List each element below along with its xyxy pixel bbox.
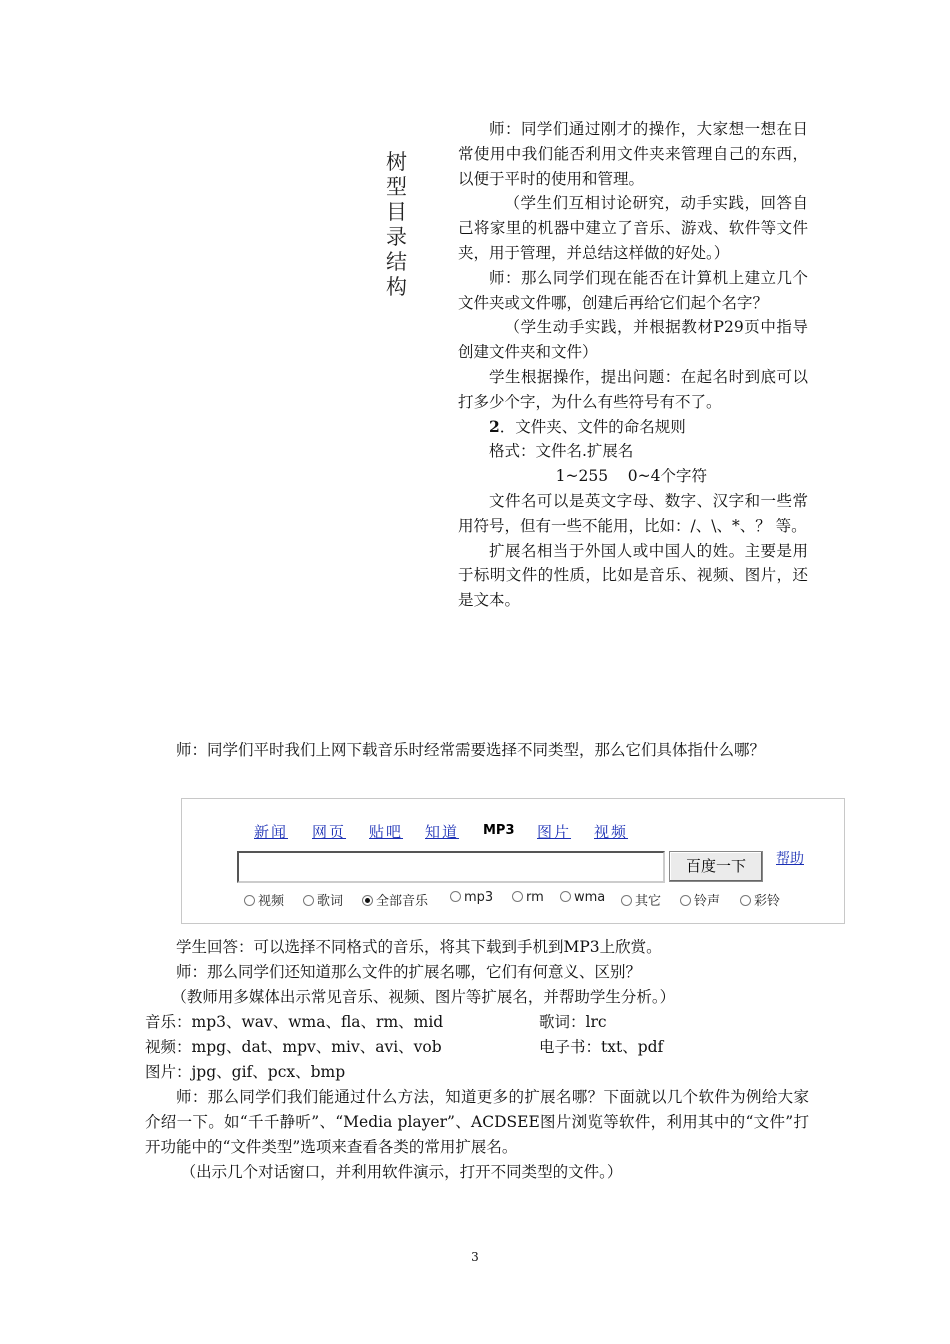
paragraph-student-answer: 学生回答：可以选择不同格式的音乐，将其下载到手机到MP3上欣赏。	[176, 938, 662, 956]
side-heading: 树型目录结构	[386, 150, 407, 299]
radio-circle-icon	[450, 891, 461, 902]
ext-video: 视频：mpg、dat、mpv、miv、avi、vob	[145, 1038, 442, 1056]
section-heading-naming-rules	[458, 415, 808, 440]
radio-circle-icon	[244, 895, 255, 906]
help-link[interactable]: 帮助	[776, 851, 804, 867]
radio-label: 铃声	[694, 894, 721, 909]
radio-other[interactable]	[621, 890, 661, 909]
paragraph-more-extensions: 师：那么同学们我们能通过什么方法，知道更多的扩展名哪？下面就以几个软件为例给大家介绍一下。如“千千静听”、“Media player”、ACDSEE图片浏览等软件，利用其中的“文件”打开功能中的“文件类型”选项来查看各类的常用扩展名。	[145, 1088, 809, 1156]
radio-label: 全部音乐	[376, 894, 429, 909]
paragraph-student-discussion: （学生们互相讨论研究，动手实践，回答自己将家里的机器中建立了音乐、游戏、软件等文件夹，用于管理，并总结这样做的好处。）	[458, 194, 808, 262]
paragraph-filename-rules: 文件名可以是英文字母、数字、汉字和一些常用符号，但有一些不能用，比如：/、\、*、？ 等。	[458, 491, 808, 535]
paragraph-teacher-question-2: 师：那么同学们现在能否在计算机上建立几个文件夹或文件哪，创建后再给它们起个名字？	[458, 268, 808, 312]
radio-circle-icon	[512, 891, 523, 902]
ext-image: 图片：jpg、gif、pcx、bmp	[145, 1063, 346, 1081]
radio-label: 视频	[258, 894, 285, 909]
section-title: ．文件夹、文件的命名规则	[499, 417, 686, 436]
search-input[interactable]	[237, 851, 665, 883]
radio-label: rm	[526, 890, 544, 905]
radio-color-ring[interactable]	[740, 890, 780, 909]
radio-label: 歌词	[317, 894, 344, 909]
paragraph-download-question: 师：同学们平时我们上网下载音乐时经常需要选择不同类型，那么它们具体指什么哪？	[176, 741, 766, 759]
paragraph-teacher-note: （教师用多媒体出示常见音乐、视频、图片等扩展名，并帮助学生分析。）	[171, 988, 676, 1006]
closing-block	[145, 1085, 809, 1185]
ext-ebook: 电子书：txt、pdf	[539, 1038, 664, 1056]
section-number: 2	[489, 416, 500, 436]
nav-web[interactable]: 网页	[312, 823, 347, 841]
nav-news[interactable]: 新闻	[254, 823, 289, 841]
ext-lyrics: 歌词：lrc	[539, 1013, 607, 1031]
paragraph-student-practice: （学生动手实践，并根据教材P29页中指导创建文件夹和文件）	[458, 318, 808, 362]
radio-circle-icon	[621, 895, 632, 906]
radio-label: 其它	[635, 894, 662, 909]
search-button[interactable]: 百度一下	[669, 851, 763, 882]
nav-mp3[interactable]: MP3	[483, 823, 515, 838]
radio-video[interactable]	[244, 890, 284, 909]
question-block	[145, 738, 809, 763]
paragraph-teacher-question-3: 师：那么同学们还知道那么文件的扩展名哪，它们有何意义、区别？	[176, 963, 642, 981]
paragraph-length-limits: 1~255 0~4个字符	[555, 467, 707, 486]
radio-label: 彩铃	[754, 894, 781, 909]
radio-ringtone[interactable]	[680, 890, 720, 909]
paragraph-teacher-question-1: 师：同学们通过刚才的操作，大家想一想在日常使用中我们能否利用文件夹来管理自己的东西，以便于平时的使用和管理。	[458, 120, 808, 188]
radio-circle-icon	[560, 891, 571, 902]
ext-music: 音乐：mp3、wav、wma、fla、rm、mid	[145, 1013, 444, 1031]
radio-selected-icon	[362, 895, 373, 906]
paragraph-demo-note: （出示几个对话窗口，并利用软件演示，打开不同类型的文件。）	[180, 1163, 623, 1181]
radio-all-music[interactable]	[362, 890, 428, 909]
paragraph-student-question: 学生根据操作，提出问题：在起名时到底可以打多少个字，为什么有些符号有不了。	[458, 367, 808, 411]
radio-circle-icon	[740, 895, 751, 906]
nav-tieba[interactable]: 贴吧	[369, 823, 404, 841]
nav-video[interactable]: 视频	[594, 823, 629, 841]
radio-mp3[interactable]	[450, 890, 493, 905]
nav-zhidao[interactable]: 知道	[425, 823, 460, 841]
radio-lyrics[interactable]	[303, 890, 343, 909]
radio-wma[interactable]	[560, 890, 605, 905]
paragraph-format: 格式：文件名.扩展名	[489, 442, 634, 461]
radio-label: mp3	[464, 890, 494, 905]
right-column	[458, 117, 808, 613]
search-widget	[181, 798, 845, 924]
answer-block	[145, 935, 809, 1010]
radio-label: wma	[574, 890, 606, 905]
radio-rm[interactable]	[512, 890, 544, 905]
radio-circle-icon	[680, 895, 691, 906]
paragraph-extension-meaning: 扩展名相当于外国人或中国人的姓。主要是用于标明文件的性质，比如是音乐、视频、图片，还是文本。	[458, 541, 808, 610]
radio-circle-icon	[303, 895, 314, 906]
nav-images[interactable]: 图片	[537, 823, 572, 841]
page-number: 3	[471, 1250, 479, 1264]
